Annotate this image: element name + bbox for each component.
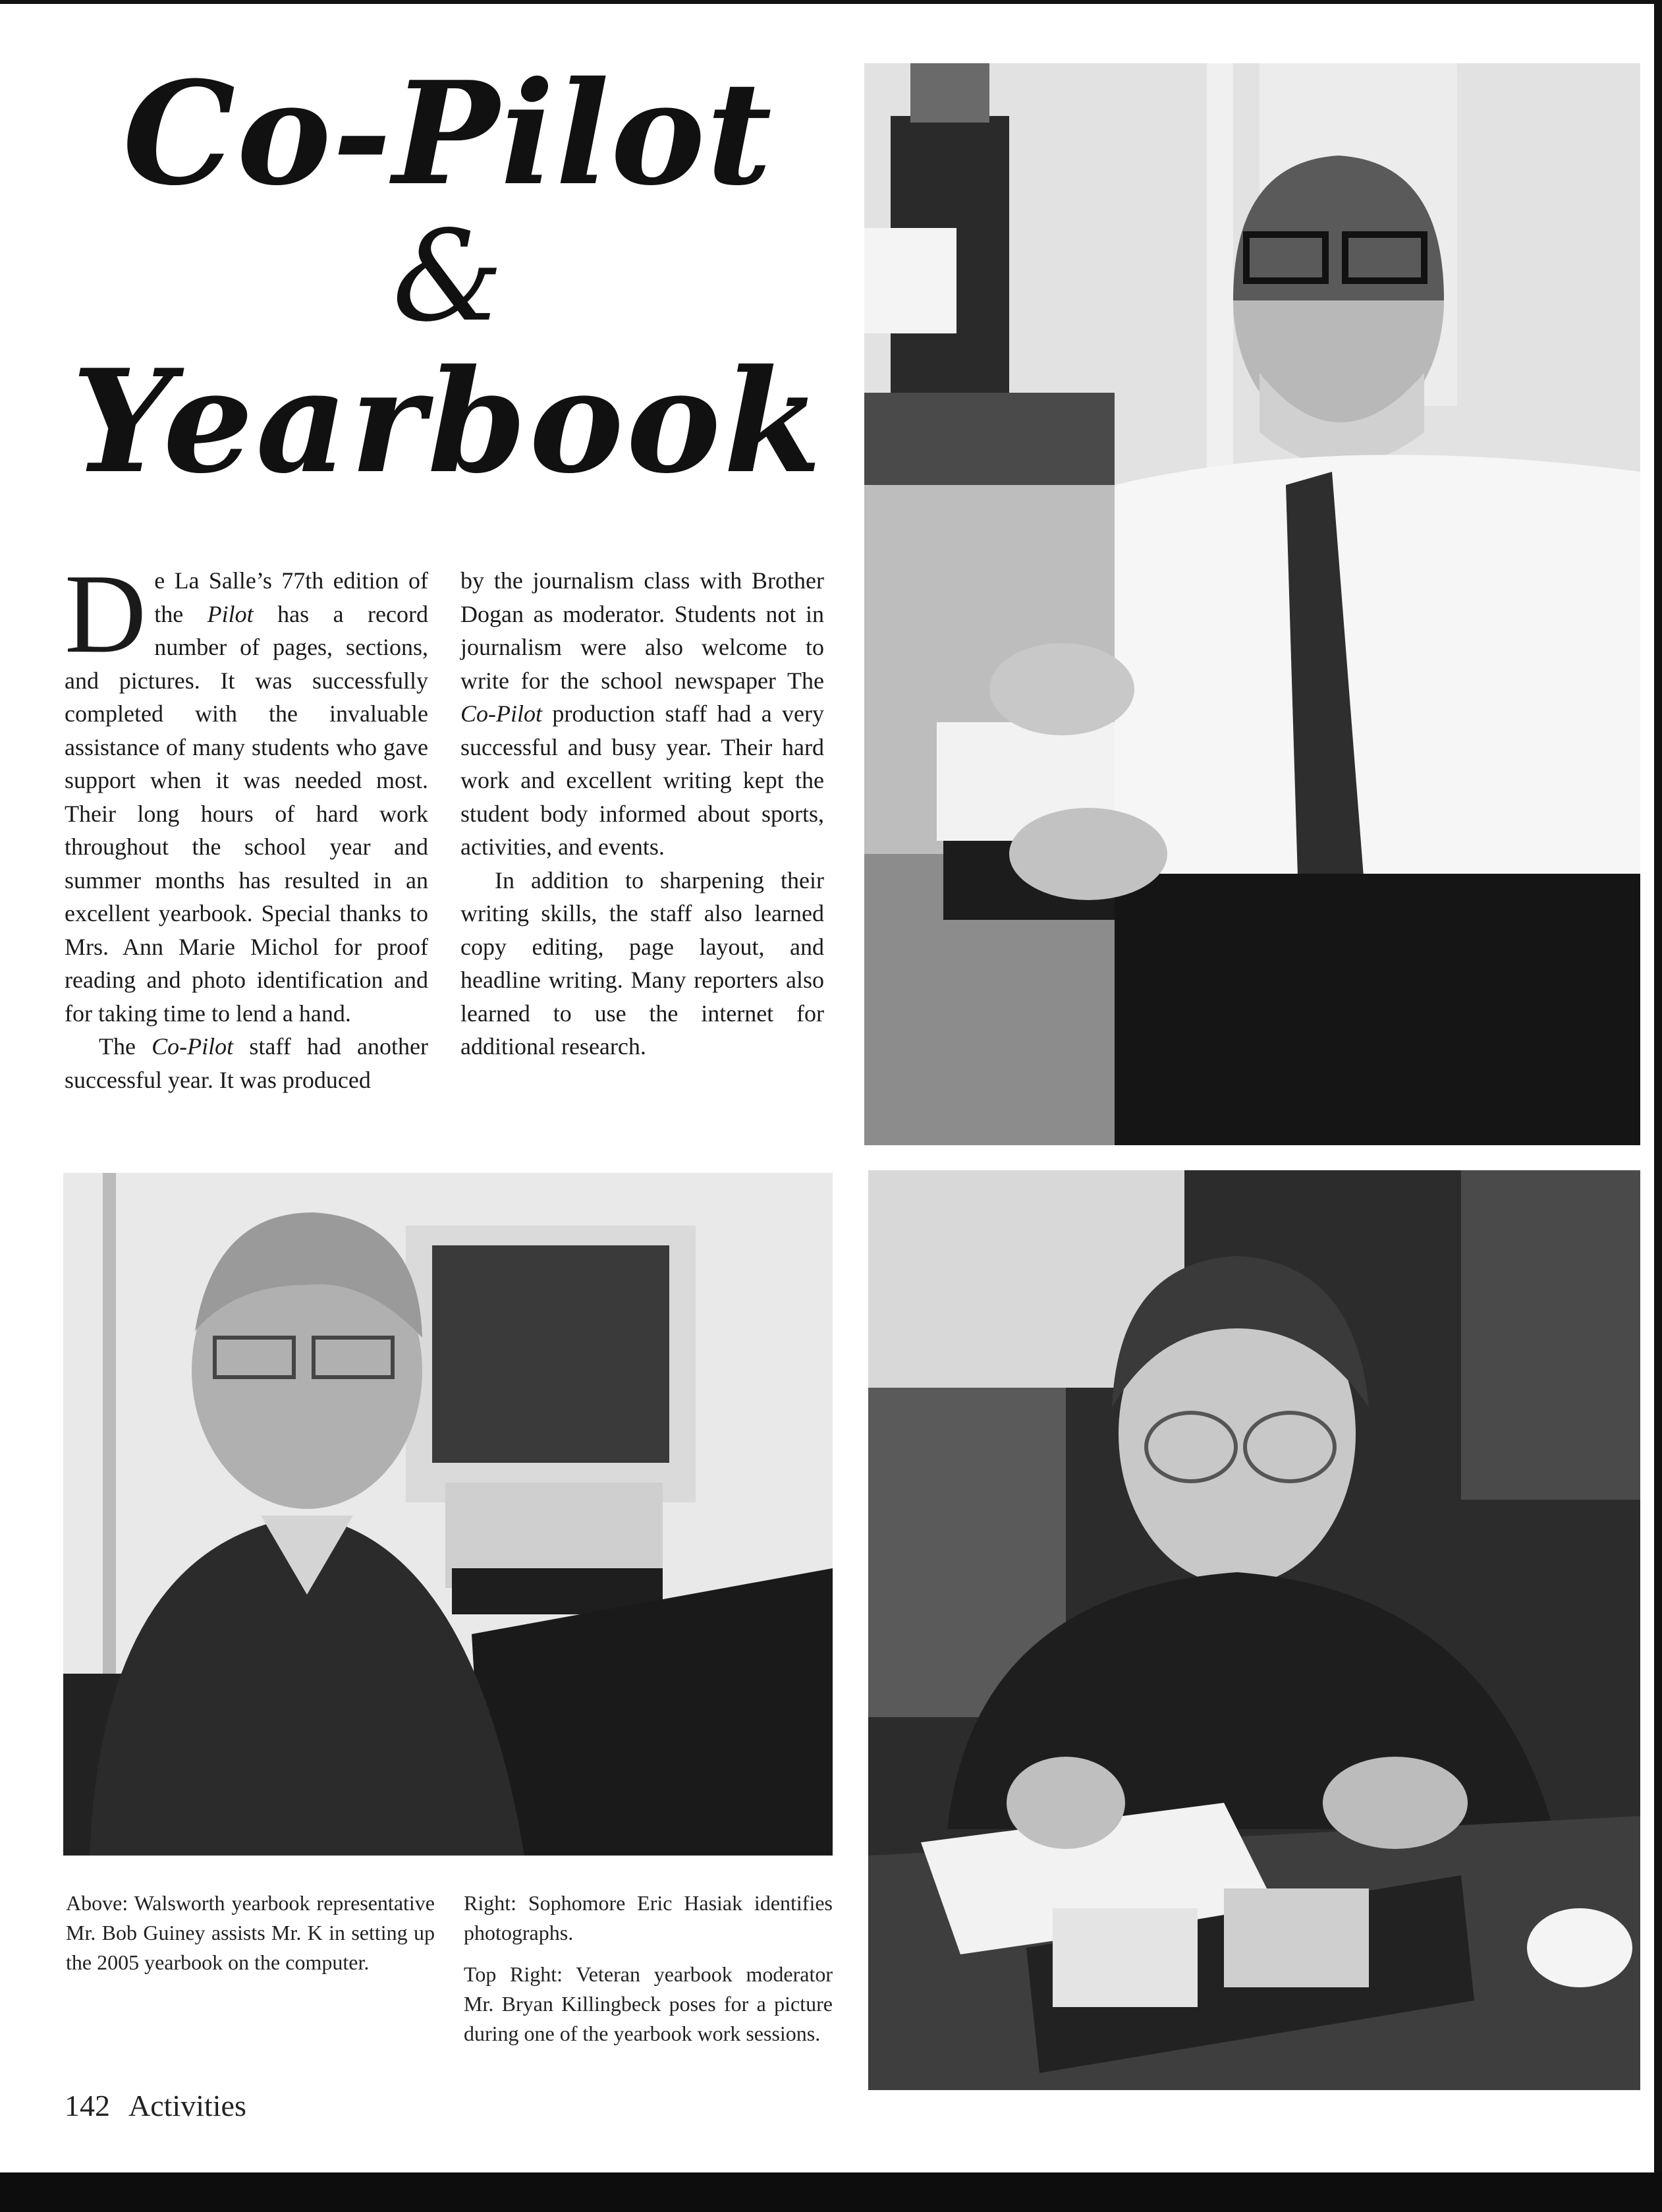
right-border: [1654, 0, 1662, 2212]
caption-right: Right: Sophomore Eric Hasiak identifies photographs.: [464, 1891, 833, 1944]
headline-ampersand: &: [392, 204, 504, 349]
p2-after: staff had another successful year. It was produced: [65, 1033, 428, 1093]
student-photo-image: [868, 1170, 1640, 2090]
caption-above: Above: Walsworth yearbook representative Mr. Bob Guiney assists Mr. K in setting up the 2005 yearbook on the computer.: [66, 1891, 435, 1974]
caption-right-group: [464, 1888, 833, 2049]
photo-moderator: [864, 63, 1640, 1145]
top-border: [0, 0, 1662, 4]
paragraph-2: [65, 1030, 428, 1096]
p2-italic: Co-Pilot: [152, 1033, 234, 1060]
photo-student: [868, 1170, 1640, 2090]
p2c-italic: Co-Pilot: [460, 700, 542, 727]
drop-cap: D: [65, 552, 147, 677]
body-column-right: [460, 564, 824, 1063]
p1-italic: Pilot: [207, 600, 254, 627]
representative-photo-image: [63, 1173, 833, 1856]
headline-co-pilot: Co-Pilot: [123, 50, 773, 217]
moderator-photo-image: [864, 63, 1640, 1145]
caption-top-right: Top Right: Veteran yearbook moderator Mr. Bryan Killingbeck poses for a picture during one of the yearbook work sessions.: [464, 1962, 833, 2045]
p2-before: The: [99, 1033, 152, 1060]
p2c-after: production staff had a very successful and busy year. Their hard work and excellent writing kept the student body informed about sports, activities, and events.: [460, 700, 824, 860]
page-folio: [65, 2086, 246, 2126]
p2c-before: by the journalism class with Brother Dogan as moderator. Students not in journalism were also welcome to write for the school newspaper The: [460, 567, 824, 694]
headline-yearbook: Yearbook: [71, 338, 825, 505]
paragraph-1: [65, 552, 428, 1030]
section-name: Activities: [128, 2089, 246, 2122]
p1-after: has a record number of pages, sections, and pictures. It was successfully completed with the invaluable assistance of many students who gave support when it was needed most. Their long hours of hard work throughout the school year and summer months has resulted in an excellent yearbook. Special thanks to Mrs. Ann Marie Michol for proof reading and photo identification and for taking time to lend a hand.: [65, 600, 428, 1027]
body-column-left: [65, 552, 428, 1096]
paragraph-2-continued: [460, 564, 824, 864]
photo-representative: [63, 1173, 833, 1856]
paragraph-3: In addition to sharpening their writing skills, the staff also learned copy editing, page layout, and headline writing. Many reporters also learned to use the internet for additional research.: [460, 866, 824, 1060]
page-headline: [53, 50, 843, 505]
bottom-border: [0, 2172, 1662, 2212]
page-number: 142: [65, 2089, 110, 2122]
p1-text: e La Salle’s 77th edition of the: [154, 567, 428, 627]
